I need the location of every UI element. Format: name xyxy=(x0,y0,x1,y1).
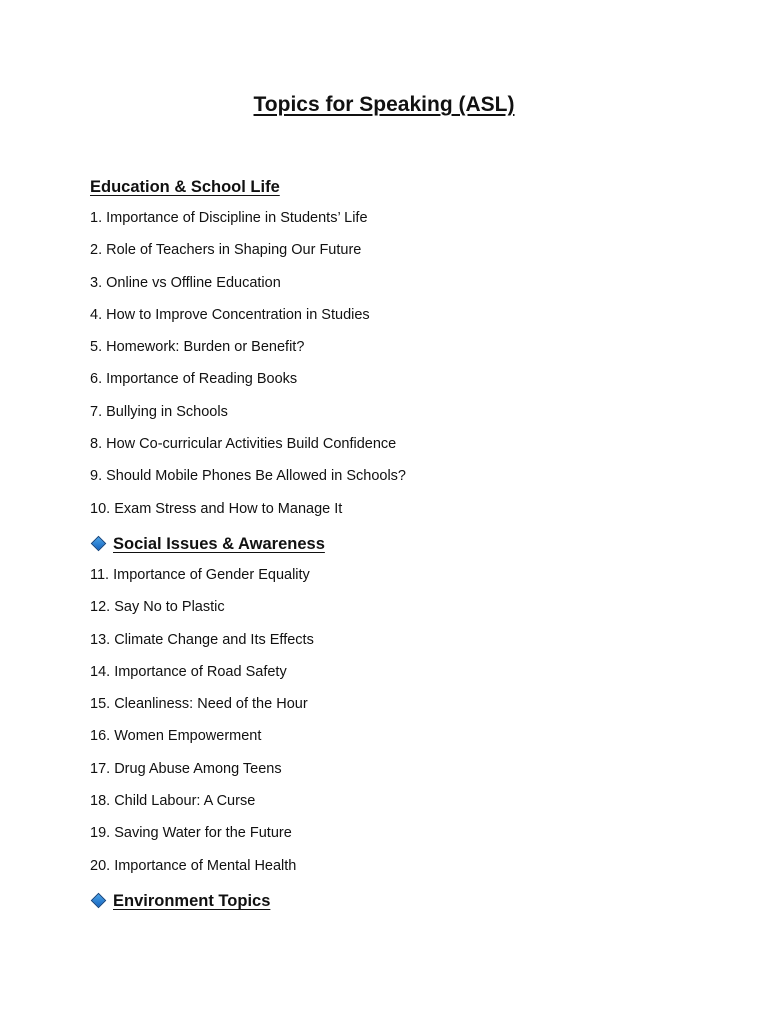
list-item xyxy=(90,561,710,593)
list-item xyxy=(90,398,710,430)
list-item xyxy=(90,852,710,884)
page-title: Topics for Speaking (ASL) xyxy=(253,93,515,116)
item-number: 17. xyxy=(90,760,111,777)
item-text: Importance of Discipline in Students’ Life xyxy=(106,210,368,226)
blue-diamond-icon xyxy=(91,536,107,552)
item-text: Drug Abuse Among Teens xyxy=(114,760,282,777)
list-item xyxy=(90,236,710,268)
item-number: 3. xyxy=(90,274,103,291)
item-text: Homework: Burden or Benefit? xyxy=(106,339,305,356)
item-number: 9. xyxy=(90,468,103,485)
list-item xyxy=(90,495,710,527)
item-number: 1. xyxy=(90,210,103,226)
section-heading xyxy=(90,884,710,918)
document-body xyxy=(90,170,710,918)
item-number: 8. xyxy=(90,436,103,453)
item-number: 19. xyxy=(90,825,111,842)
list-item xyxy=(90,690,710,722)
item-number: 20. xyxy=(90,857,111,874)
topic-list xyxy=(90,204,710,527)
section-heading xyxy=(90,527,710,561)
list-item xyxy=(90,204,710,236)
item-number: 14. xyxy=(90,663,111,680)
item-number: 5. xyxy=(90,339,103,356)
item-text: Bullying in Schools xyxy=(106,403,228,420)
item-number: 18. xyxy=(90,793,111,810)
list-item xyxy=(90,722,710,754)
item-number: 10. xyxy=(90,500,111,517)
item-number: 16. xyxy=(90,728,111,745)
item-number: 4. xyxy=(90,306,103,323)
item-text: Role of Teachers in Shaping Our Future xyxy=(106,242,362,259)
item-text: Importance of Gender Equality xyxy=(113,566,310,583)
item-text: Say No to Plastic xyxy=(114,599,225,616)
item-number: 13. xyxy=(90,631,111,648)
item-text: Cleanliness: Need of the Hour xyxy=(114,696,308,713)
item-text: Importance of Reading Books xyxy=(106,371,298,388)
item-text: Importance of Road Safety xyxy=(114,663,287,680)
item-number: 15. xyxy=(90,696,111,713)
section-heading xyxy=(90,170,710,204)
item-text: Saving Water for the Future xyxy=(114,825,292,842)
list-item xyxy=(90,755,710,787)
list-item xyxy=(90,269,710,301)
list-item xyxy=(90,658,710,690)
list-item xyxy=(90,333,710,365)
item-number: 6. xyxy=(90,371,103,388)
item-text: Online vs Offline Education xyxy=(106,274,281,291)
item-text: Child Labour: A Curse xyxy=(114,793,256,810)
section-heading-text: Social Issues & Awareness xyxy=(113,534,325,553)
item-text: Women Empowerment xyxy=(114,728,262,745)
list-item xyxy=(90,626,710,658)
section-social-issues xyxy=(90,527,710,884)
section-heading-text: Environment Topics xyxy=(113,891,271,910)
section-environment xyxy=(90,884,710,918)
item-text: Climate Change and Its Effects xyxy=(114,631,314,648)
blue-diamond-icon xyxy=(91,893,107,909)
list-item xyxy=(90,430,710,462)
item-text: Should Mobile Phones Be Allowed in Schools? xyxy=(106,468,406,485)
list-item xyxy=(90,819,710,851)
item-text: Exam Stress and How to Manage It xyxy=(114,500,343,517)
item-number: 12. xyxy=(90,599,111,616)
item-number: 2. xyxy=(90,242,103,259)
item-text: How Co-curricular Activities Build Confidence xyxy=(106,436,397,453)
list-item xyxy=(90,301,710,333)
section-education xyxy=(90,170,710,527)
list-item xyxy=(90,365,710,397)
section-heading-text: Education & School Life xyxy=(90,178,280,196)
list-item xyxy=(90,593,710,625)
topic-list xyxy=(90,561,710,884)
item-text: How to Improve Concentration in Studies xyxy=(106,306,370,323)
list-item xyxy=(90,787,710,819)
item-text: Importance of Mental Health xyxy=(114,857,297,874)
item-number: 7. xyxy=(90,403,103,420)
list-item xyxy=(90,462,710,494)
item-number: 11. xyxy=(90,566,110,583)
